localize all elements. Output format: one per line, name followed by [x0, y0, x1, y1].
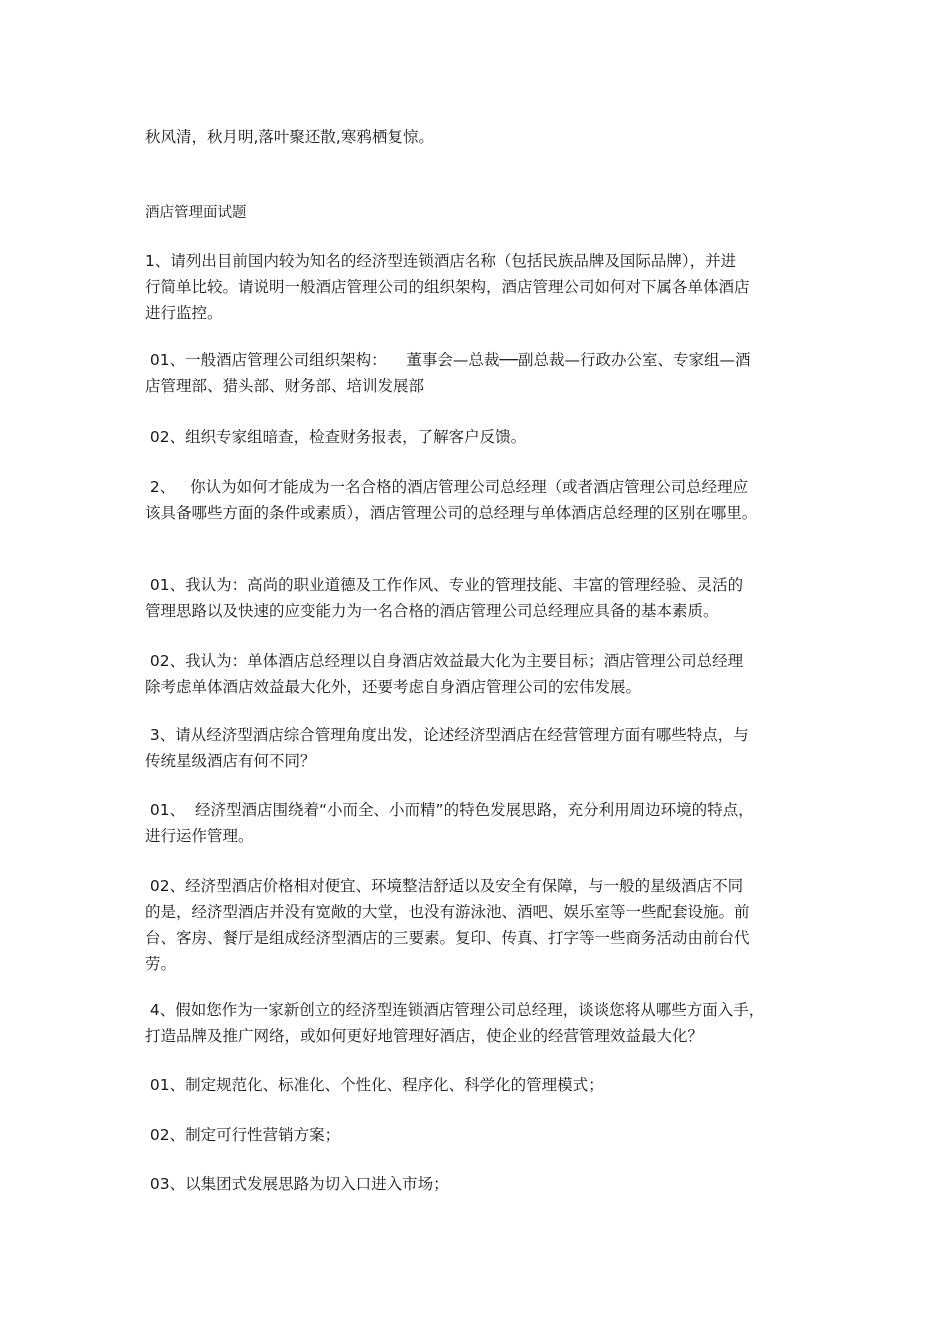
- document-title: 酒店管理面试题: [145, 205, 247, 221]
- answer-4-03: 03、以集团式发展思路为切入口进入市场；: [145, 1175, 449, 1193]
- question-3: 3、请从经济型酒店综合管理角度出发，论述经济型酒店在经营管理方面有哪些特点，与 传统星级酒店有何不同？: [145, 726, 749, 770]
- poem-line: 秋风清，秋月明,落叶聚还散,寒鸦栖复惊。: [145, 128, 434, 146]
- question-4: 4、假如您作为一家新创立的经济型连锁酒店管理公司总经理，谈谈您将从哪些方面入手， 打造品牌及推广网络，或如何更好地管理好酒店，使企业的经营管理效益最大化？: [145, 1001, 765, 1045]
- answer-2-02: 02、我认为：单体酒店总经理以自身酒店效益最大化为主要目标；酒店管理公司总经理 除考虑单体酒店效益最大化外，还要考虑自身酒店管理公司的宏伟发展。: [145, 652, 744, 696]
- question-1: 1、请列出目前国内较为知名的经济型连锁酒店名称（包括民族品牌及国际品牌），并进 行简单比较。请说明一般酒店管理公司的组织架构，酒店管理公司如何对下属各单体酒店 进行监控。: [145, 252, 750, 322]
- answer-3-02: 02、经济型酒店价格相对便宜、环境整洁舒适以及安全有保障，与一般的星级酒店不同 的是，经济型酒店并没有宽敞的大堂，也没有游泳池、酒吧、娱乐室等一些配套设施。前 台、客房、餐厅是组成经济型酒店的三要素。复印、传真、打字等一些商务活动由前台代 劳。: [145, 877, 750, 973]
- answer-1-02: 02、组织专家组暗查，检查财务报表，了解客户反馈。: [145, 428, 527, 446]
- answer-1-01: 01、一般酒店管理公司组织架构： 董事会—总裁──副总裁—行政办公室、专家组—酒 店管理部、猎头部、财务部、培训发展部: [145, 351, 751, 395]
- answer-3-01: 01、 经济型酒店围绕着“小而全、小而精”的特色发展思路，充分利用周边环境的特点， 进行运作管理。: [145, 801, 754, 845]
- answer-4-02: 02、制定可行性营销方案；: [145, 1126, 341, 1144]
- answer-4-01: 01、制定规范化、标准化、个性化、程序化、科学化的管理模式；: [145, 1076, 604, 1094]
- question-2: 2、 你认为如何才能成为一名合格的酒店管理公司总经理（或者酒店管理公司总经理应 该具备哪些方面的条件或素质），酒店管理公司的总经理与单体酒店总经理的区别在哪里。: [145, 478, 758, 522]
- answer-2-01: 01、我认为：高尚的职业道德及工作作风、专业的管理技能、丰富的管理经验、灵活的 管理思路以及快速的应变能力为一名合格的酒店管理公司总经理应具备的基本素质。: [145, 576, 744, 620]
